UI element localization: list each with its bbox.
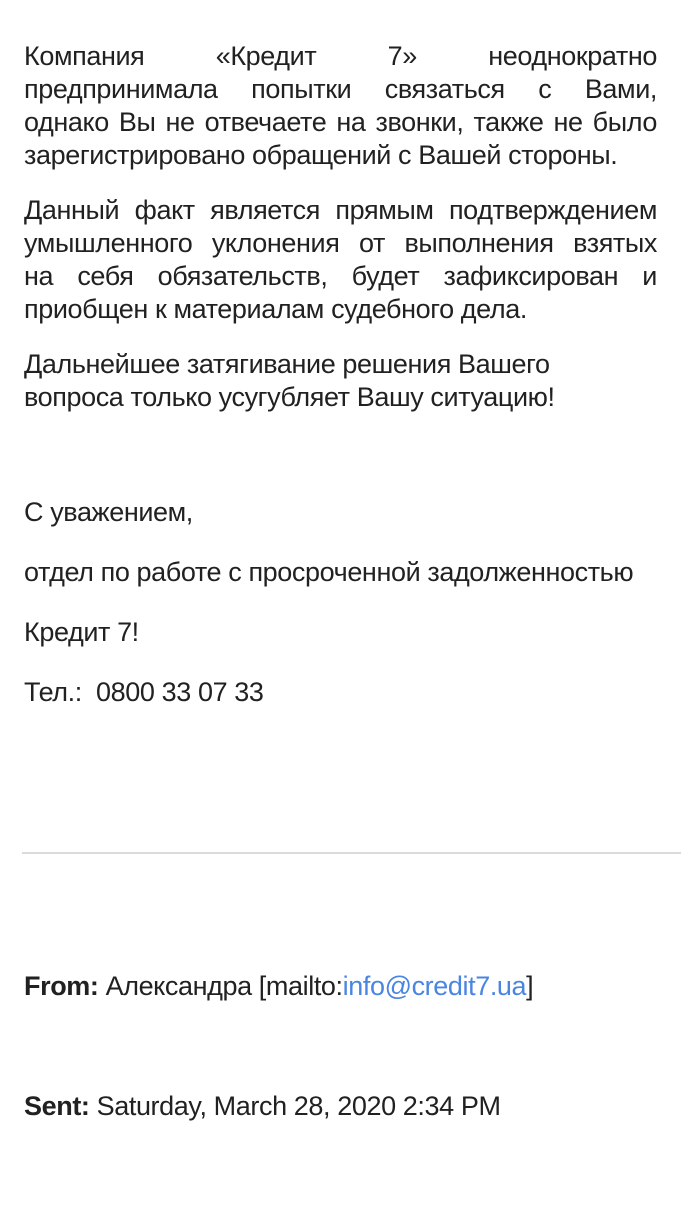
paragraph-contact-attempts	[24, 40, 657, 172]
paragraph-line: на себя обязательств, будет зафиксирован и	[24, 261, 657, 291]
signature-phone: Тел.: 0800 33 07 33	[24, 677, 264, 707]
mailto-close-bracket: ]	[526, 971, 534, 1001]
paragraph-line: предпринимала попытки связаться с Вами,	[24, 74, 657, 104]
paragraph-line: Данный факт является прямым подтверждением	[24, 195, 657, 225]
paragraph-line: умышленного уклонения от выполнения взятых	[24, 228, 657, 258]
sender-email-link[interactable]: info@credit7.ua	[342, 971, 527, 1001]
from-label: From:	[24, 971, 99, 1001]
sent-date: Saturday, March 28, 2020 2:34 PM	[89, 1091, 501, 1121]
signature-closing: С уважением,	[24, 497, 193, 527]
quoted-mail-header	[24, 886, 657, 1206]
paragraph-line: однако Вы не отвечаете на звонки, также не было	[24, 107, 657, 137]
signature-department: отдел по работе с просроченной задолженностью	[24, 557, 634, 587]
sent-label: Sent:	[24, 1091, 90, 1121]
paragraph-urgency	[24, 348, 657, 414]
from-line	[24, 966, 657, 1006]
sent-line	[24, 1086, 657, 1126]
paragraph-line: Дальнейшее затягивание решения Вашего	[24, 349, 550, 379]
signature-company: Кредит 7!	[24, 617, 139, 647]
sender-name: Александра [mailto:	[98, 971, 343, 1001]
paragraph-line: Компания «Кредит 7» неоднократно	[24, 41, 657, 71]
paragraph-line: приобщен к материалам судебного дела.	[24, 294, 527, 324]
paragraph-legal-warning	[24, 194, 657, 326]
paragraph-line: вопроса только усугубляет Вашу ситуацию!	[24, 382, 555, 412]
quoted-message-divider	[22, 852, 681, 854]
paragraph-line: зарегистрировано обращений с Вашей стороны.	[24, 140, 618, 170]
